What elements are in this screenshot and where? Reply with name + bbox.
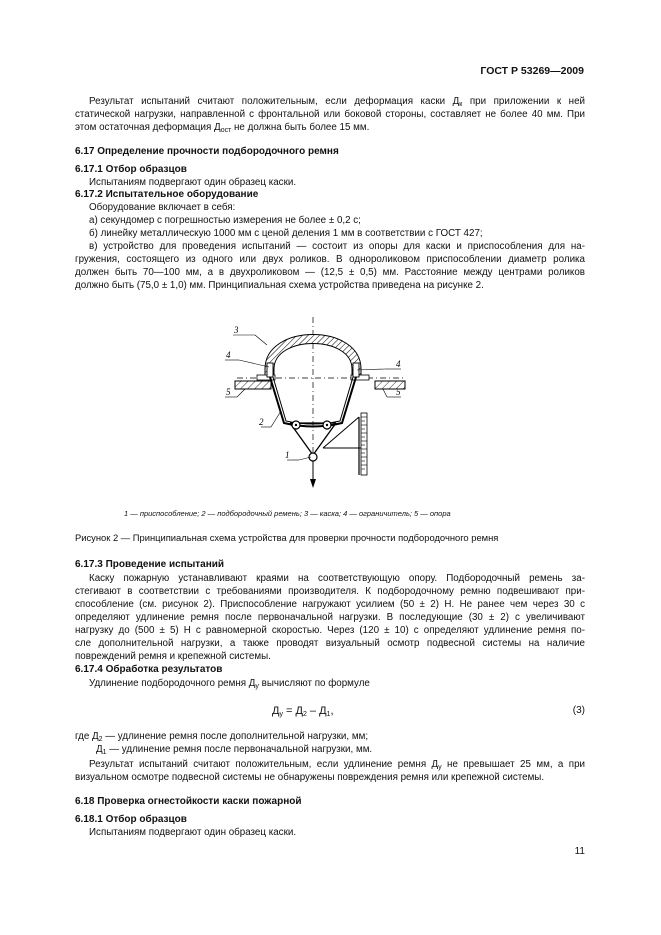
procedure-line-1: Каску пожарную устанавливают краями на соответствующую опору. Подбородочный ремень за- xyxy=(89,573,585,584)
section-6-17-title: 6.17 Определение прочности подбородочного ремня xyxy=(75,146,339,157)
result-line-1: Результат испытаний считают положительным, если удлинение ремня $Д_у$ не превышает 25 мм, а при xyxy=(89,759,585,771)
intro-line-2: статической нагрузки, направленной с фронтальной или боковой стороны, составляет не более 40 мм. При xyxy=(75,109,585,120)
result-line-2: визуальном осмотре подвесной системы не обнаружены повреждения ремня или крепежной системы. xyxy=(75,772,545,783)
procedure-line-5: нагрузку до (500 ± 5) Н с равномерной скоростью. Через (120 ± 10) с определяют удлинение ремня по- xyxy=(75,625,585,636)
label-4-right: 4 xyxy=(396,359,401,369)
equipment-item-c-line-1: в) устройство для проведения испытаний — состоит из опоры для каски и приспособления для на- xyxy=(89,241,585,252)
label-5-left: 5 xyxy=(226,387,231,397)
limiter-left xyxy=(267,363,273,377)
section-6-17-3-title: 6.17.3 Проведение испытаний xyxy=(75,559,225,570)
section-6-18-title: 6.18 Проверка огнестойкости каски пожарной xyxy=(75,796,302,807)
section-6-17-4-title: 6.17.4 Обработка результатов xyxy=(75,664,223,675)
figure-caption: Рисунок 2 — Принципиальная схема устройства для проверки прочности подбородочного ремня xyxy=(75,532,499,543)
page-number: 11 xyxy=(574,846,585,857)
test-device-diagram xyxy=(215,315,445,495)
procedure-line-3: способление (см. рисунок 2). Приспособление нагружают усилием (50 ± 2) Н. Не ранее чем через 30 с xyxy=(75,599,585,610)
intro-line-1: Результат испытаний считают положительным, если деформация каски $Д_к$ при приложении к ней xyxy=(89,96,586,108)
procedure-line-2: стегивают в соответствии с требованиями производителя. К подбородочному ремню подвешивают при- xyxy=(75,586,585,597)
label-2: 2 xyxy=(259,417,264,427)
formula-number: (3) xyxy=(572,705,585,716)
support-left xyxy=(235,381,271,389)
section-6-18-1-text: Испытаниям подвергают один образец каски. xyxy=(89,827,297,838)
label-5-right: 5 xyxy=(396,387,401,397)
procedure-line-7: повреждений ремня и крепежной системы. xyxy=(75,651,271,662)
procedure-line-6: сле дополнительной нагрузки, а также проводят визуальный осмотр подвесной системы на наличие xyxy=(75,638,585,649)
section-6-17-2-title: 6.17.2 Испытательное оборудование xyxy=(75,189,259,200)
where-line-1: где $Д_2$ — удлинение ремня после дополнительной нагрузки, мм; xyxy=(75,731,369,743)
intro-line-3: этом остаточная деформация $Д_{ост}$ не должна быть более 15 мм. xyxy=(75,122,370,134)
section-6-17-1-title: 6.17.1 Отбор образцов xyxy=(75,164,187,175)
procedure-line-4: определяют удлинение ремня после первоначальной нагрузки. В последующие (30 ± 2) с увеличивают xyxy=(75,612,585,623)
standard-number: ГОСТ Р 53269—2009 xyxy=(480,65,584,77)
label-4-left: 4 xyxy=(226,350,231,360)
figure-legend: 1 — приспособление; 2 — подбородочный ремень; 3 — каска; 4 — ограничитель; 5 — опора xyxy=(124,509,451,518)
section-6-18-1-title: 6.18.1 Отбор образцов xyxy=(75,814,187,825)
equipment-item-c-line-2: гружения, состоящего из одного или двух роликов. В однороликовом приспособлении диаметр ролика xyxy=(75,254,585,265)
equipment-item-b: б) линейку металлическую 1000 мм с ценой деления 1 мм в соответствии с ГОСТ 427; xyxy=(89,228,483,239)
equipment-item-c-line-4: должно быть (75,0 ± 1,0) мм. Принципиальная схема устройства приведена на рисунке 2. xyxy=(75,280,484,291)
loading-device xyxy=(290,421,336,488)
label-1: 1 xyxy=(285,450,290,460)
equipment-item-c-line-3: должен быть 70—100 мм, а в двухроликовом — (12,5 ± 0,5) мм. Расстояние между центрами роликов xyxy=(75,267,585,278)
formula-3: $Д_у = Д_2 - Д_1$, xyxy=(272,705,334,718)
equipment-intro: Оборудование включает в себя: xyxy=(89,202,236,213)
label-3: 3 xyxy=(234,325,239,335)
section-6-17-1-text: Испытаниям подвергают один образец каски. xyxy=(89,177,297,188)
equipment-item-a: а) секундомер с погрешностью измерения не более ± 0,2 с; xyxy=(89,215,361,226)
support-right xyxy=(375,381,405,389)
formula-intro: Удлинение подбородочного ремня $Д_у$ вычисляют по формуле xyxy=(89,678,370,690)
where-line-2: $Д_1$ — удлинение ремня после первоначальной нагрузки, мм. xyxy=(96,744,373,756)
